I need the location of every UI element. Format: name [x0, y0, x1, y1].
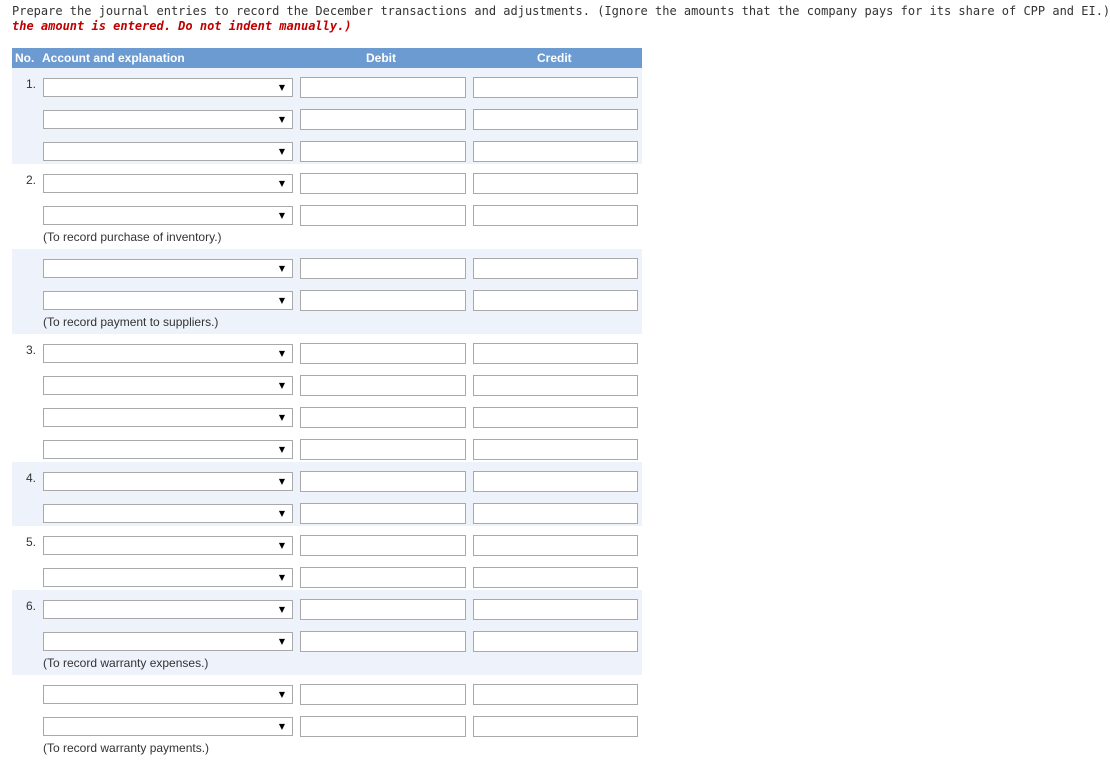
debit-input[interactable] — [300, 77, 466, 98]
debit-input[interactable] — [300, 141, 466, 162]
table-row — [12, 675, 642, 707]
dropdown-arrow-icon: ▼ — [278, 573, 285, 582]
header-credit: Credit — [537, 51, 572, 65]
dropdown-arrow-icon: ▼ — [278, 115, 285, 124]
account-select[interactable] — [43, 440, 293, 459]
table-row — [12, 590, 642, 622]
credit-input[interactable] — [473, 77, 638, 98]
entry-note: (To record warranty payments.) — [43, 741, 210, 755]
table-row — [12, 132, 642, 164]
entry-block — [12, 249, 642, 334]
entry-block — [12, 68, 642, 164]
credit-input[interactable] — [473, 471, 638, 492]
credit-input[interactable] — [473, 631, 638, 652]
dropdown-arrow-icon: ▼ — [278, 381, 285, 390]
debit-input[interactable] — [300, 535, 466, 556]
table-header — [12, 48, 642, 68]
debit-input[interactable] — [300, 439, 466, 460]
debit-input[interactable] — [300, 631, 466, 652]
entry-number: 5. — [25, 535, 36, 549]
debit-input[interactable] — [300, 290, 466, 311]
debit-input[interactable] — [300, 716, 466, 737]
credit-input[interactable] — [473, 716, 638, 737]
account-select[interactable] — [43, 504, 293, 523]
dropdown-arrow-icon: ▼ — [278, 445, 285, 454]
account-select[interactable] — [43, 600, 293, 619]
dropdown-arrow-icon: ▼ — [278, 349, 285, 358]
header-account: Account and explanation — [42, 51, 185, 65]
debit-input[interactable] — [300, 375, 466, 396]
entry-number: 2. — [25, 173, 36, 187]
dropdown-arrow-icon: ▼ — [278, 637, 285, 646]
table-row — [12, 526, 642, 558]
account-select[interactable] — [43, 174, 293, 193]
dropdown-arrow-icon: ▼ — [278, 509, 285, 518]
credit-input[interactable] — [473, 141, 638, 162]
debit-input[interactable] — [300, 471, 466, 492]
header-debit: Debit — [366, 51, 396, 65]
entry-block — [12, 164, 642, 249]
account-select[interactable] — [43, 685, 293, 704]
debit-input[interactable] — [300, 205, 466, 226]
debit-input[interactable] — [300, 343, 466, 364]
dropdown-arrow-icon: ▼ — [278, 264, 285, 273]
table-row — [12, 249, 642, 281]
journal-entry-table — [12, 48, 642, 760]
dropdown-arrow-icon: ▼ — [278, 541, 285, 550]
debit-input[interactable] — [300, 503, 466, 524]
instructions — [12, 4, 1110, 34]
credit-input[interactable] — [473, 439, 638, 460]
entries-body — [12, 68, 642, 760]
table-row — [12, 164, 642, 196]
entry-number: 6. — [25, 599, 36, 613]
credit-input[interactable] — [473, 290, 638, 311]
credit-input[interactable] — [473, 567, 638, 588]
credit-input[interactable] — [473, 109, 638, 130]
instruction-text: Prepare the journal entries to record the December transactions and adjustments. (Ignore the amounts that the company pays for its share of CPP and EI.) — [12, 4, 1110, 18]
dropdown-arrow-icon: ▼ — [278, 147, 285, 156]
entry-note: (To record warranty expenses.) — [43, 656, 209, 670]
debit-input[interactable] — [300, 173, 466, 194]
account-select[interactable] — [43, 717, 293, 736]
entry-block — [12, 462, 642, 526]
credit-input[interactable] — [473, 205, 638, 226]
entry-block — [12, 675, 642, 760]
credit-input[interactable] — [473, 407, 638, 428]
dropdown-arrow-icon: ▼ — [278, 605, 285, 614]
account-select[interactable] — [43, 142, 293, 161]
table-row — [12, 558, 642, 590]
credit-input[interactable] — [473, 535, 638, 556]
credit-input[interactable] — [473, 258, 638, 279]
debit-input[interactable] — [300, 407, 466, 428]
entry-number: 3. — [25, 343, 36, 357]
table-row — [12, 462, 642, 494]
entry-block — [12, 590, 642, 675]
dropdown-arrow-icon: ▼ — [278, 83, 285, 92]
table-row — [12, 68, 642, 100]
entry-note-row — [12, 313, 642, 334]
dropdown-arrow-icon: ▼ — [278, 722, 285, 731]
credit-input[interactable] — [473, 684, 638, 705]
table-row — [12, 366, 642, 398]
account-select[interactable] — [43, 206, 293, 225]
table-row — [12, 196, 642, 228]
entry-note: (To record purchase of inventory.) — [43, 230, 222, 244]
account-select[interactable] — [43, 110, 293, 129]
entry-number: 4. — [25, 471, 36, 485]
entry-note: (To record payment to suppliers.) — [43, 315, 219, 329]
account-select[interactable] — [43, 259, 293, 278]
credit-input[interactable] — [473, 343, 638, 364]
dropdown-arrow-icon: ▼ — [278, 477, 285, 486]
table-row — [12, 494, 642, 526]
table-row — [12, 100, 642, 132]
header-no: No. — [15, 51, 35, 65]
account-select[interactable] — [43, 78, 293, 97]
dropdown-arrow-icon: ▼ — [278, 211, 285, 220]
table-row — [12, 622, 642, 654]
instruction-note: the amount is entered. Do not indent manually.) — [12, 19, 352, 33]
debit-input[interactable] — [300, 567, 466, 588]
debit-input[interactable] — [300, 258, 466, 279]
entry-note-row — [12, 739, 642, 760]
account-select[interactable] — [43, 376, 293, 395]
account-select[interactable] — [43, 344, 293, 363]
entry-note-row — [12, 654, 642, 675]
account-select[interactable] — [43, 568, 293, 587]
account-select[interactable] — [43, 472, 293, 491]
account-select[interactable] — [43, 632, 293, 651]
entry-block — [12, 526, 642, 590]
credit-input[interactable] — [473, 599, 638, 620]
dropdown-arrow-icon: ▼ — [278, 296, 285, 305]
entry-block — [12, 334, 642, 462]
debit-input[interactable] — [300, 684, 466, 705]
table-row — [12, 398, 642, 430]
debit-input[interactable] — [300, 109, 466, 130]
debit-input[interactable] — [300, 599, 466, 620]
dropdown-arrow-icon: ▼ — [278, 690, 285, 699]
account-select[interactable] — [43, 536, 293, 555]
credit-input[interactable] — [473, 503, 638, 524]
account-select[interactable] — [43, 408, 293, 427]
entry-note-row — [12, 228, 642, 249]
table-row — [12, 281, 642, 313]
dropdown-arrow-icon: ▼ — [278, 179, 285, 188]
table-row — [12, 707, 642, 739]
account-select[interactable] — [43, 291, 293, 310]
dropdown-arrow-icon: ▼ — [278, 413, 285, 422]
table-row — [12, 430, 642, 462]
entry-number: 1. — [25, 77, 36, 91]
table-row — [12, 334, 642, 366]
credit-input[interactable] — [473, 375, 638, 396]
credit-input[interactable] — [473, 173, 638, 194]
